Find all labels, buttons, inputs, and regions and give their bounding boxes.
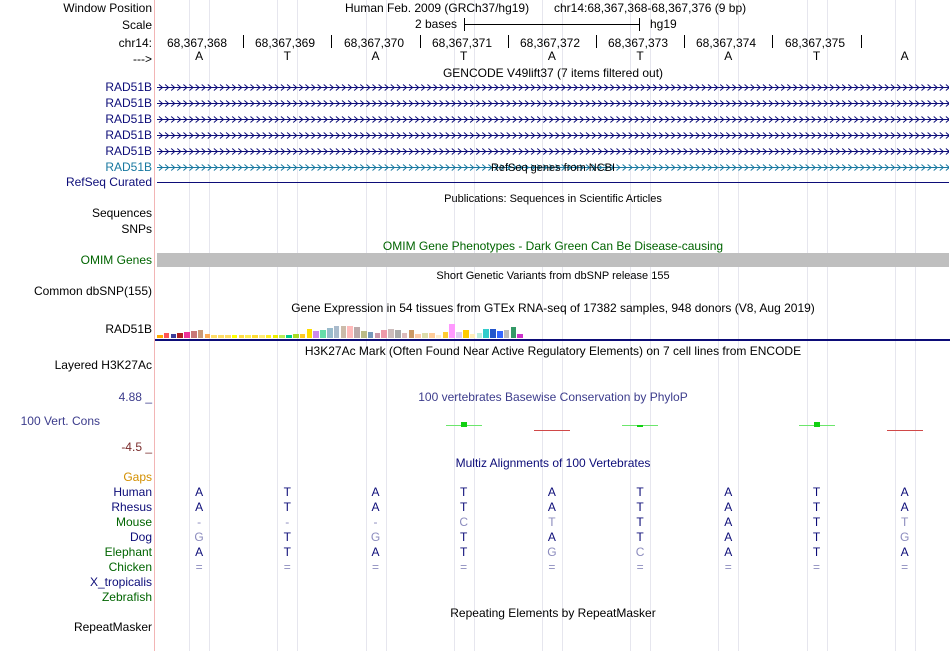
- grid-line: [718, 0, 719, 651]
- gtex-tissue-bar[interactable]: [177, 333, 183, 338]
- chevron-arrows: [159, 133, 949, 139]
- omim-track-label[interactable]: OMIM Genes: [80, 253, 152, 267]
- strand-chevrons: [157, 132, 949, 139]
- aligned-base: T: [548, 515, 556, 529]
- coordinate-label: 68,367,371: [431, 36, 493, 50]
- coordinate-tick: [684, 35, 685, 48]
- coordinate-tick: [861, 35, 862, 48]
- coordinate-label: 68,367,375: [784, 36, 846, 50]
- grid-line: [895, 0, 896, 651]
- chevron-arrows: [159, 85, 949, 91]
- gencode-item-label[interactable]: RAD51B: [105, 112, 152, 126]
- label-divider: [154, 0, 155, 651]
- gtex-tissue-bar[interactable]: [334, 326, 340, 338]
- aligned-base: T: [901, 515, 909, 529]
- aligned-base: -: [285, 515, 290, 529]
- aligned-base: A: [900, 485, 909, 499]
- chevron-arrows: [159, 149, 949, 155]
- aligned-base: =: [195, 560, 203, 574]
- gtex-tissue-bar[interactable]: [211, 335, 217, 338]
- gencode-transcript[interactable]: [157, 148, 949, 155]
- h3k27ac-track-label[interactable]: Layered H3K27Ac: [54, 358, 152, 372]
- strand-chevrons: [157, 116, 949, 123]
- gencode-transcript[interactable]: [157, 116, 949, 123]
- scale-bar: [464, 24, 640, 25]
- aligned-base: A: [724, 545, 733, 559]
- strand-label: --->: [133, 52, 152, 66]
- aligned-base: C: [635, 545, 645, 559]
- gtex-tissue-bar[interactable]: [313, 331, 319, 338]
- species-label[interactable]: Rhesus: [111, 500, 152, 514]
- gencode-item-label[interactable]: RAD51B: [105, 144, 152, 158]
- gtex-tissue-bar[interactable]: [361, 331, 367, 338]
- scale-bar-right-tick: [639, 18, 640, 31]
- repeatmasker-track-label[interactable]: RepeatMasker: [73, 620, 152, 634]
- aligned-base: =: [812, 560, 820, 574]
- aligned-base: T: [283, 530, 291, 544]
- aligned-base: C: [459, 515, 469, 529]
- gencode-transcript[interactable]: [157, 132, 949, 139]
- gtex-tissue-bar[interactable]: [259, 335, 265, 338]
- gtex-tissue-bar[interactable]: [157, 335, 163, 338]
- gencode-item-label[interactable]: RAD51B: [105, 128, 152, 142]
- scale-label: Scale: [121, 18, 152, 32]
- phylop-score-bar[interactable]: [461, 422, 467, 427]
- species-label[interactable]: X_tropicalis: [89, 575, 152, 589]
- grid-line: [630, 0, 631, 651]
- aligned-base: T: [460, 485, 468, 499]
- conservation-track-title[interactable]: 100 vertebrates Basewise Conservation by PhyloP: [418, 390, 688, 404]
- coordinate-label: 68,367,368: [166, 36, 228, 50]
- gtex-track-title[interactable]: Gene Expression in 54 tissues from GTEx RNA-seq of 17382 samples, 948 donors (V8, Aug 2019): [291, 301, 815, 315]
- gencode-item-label[interactable]: RAD51B: [105, 96, 152, 110]
- grid-line: [807, 0, 808, 651]
- phylop-score-bar[interactable]: [814, 422, 820, 427]
- species-label[interactable]: Elephant: [104, 545, 152, 559]
- gtex-tissue-bar[interactable]: [266, 335, 272, 338]
- aligned-base: A: [371, 485, 380, 499]
- aligned-base: A: [371, 545, 380, 559]
- gtex-tissue-bar[interactable]: [232, 335, 238, 338]
- gtex-tissue-bar[interactable]: [395, 330, 401, 338]
- gtex-tissue-bar[interactable]: [307, 329, 313, 338]
- coordinate-label: 68,367,374: [695, 36, 757, 50]
- gtex-tissue-bar[interactable]: [300, 334, 306, 338]
- species-label[interactable]: Chicken: [108, 560, 152, 574]
- gtex-tissue-bar[interactable]: [490, 329, 496, 338]
- gtex-tissue-bar[interactable]: [504, 330, 510, 338]
- aligned-base: T: [460, 500, 468, 514]
- gtex-tissue-bar[interactable]: [279, 335, 285, 338]
- aligned-base: G: [547, 545, 557, 559]
- aligned-base: G: [370, 530, 381, 544]
- gtex-baseline: [155, 339, 950, 341]
- aligned-base: A: [371, 500, 380, 514]
- gtex-tissue-bar[interactable]: [415, 334, 421, 338]
- aligned-base: =: [724, 560, 732, 574]
- base-letter: A: [195, 49, 204, 63]
- h3k27ac-track-title[interactable]: H3K27Ac Mark (Often Found Near Active Regulatory Elements) on 7 cell lines from ENCODE: [304, 344, 802, 358]
- gencode-transcript[interactable]: [157, 84, 949, 91]
- strand-chevrons: [157, 100, 949, 107]
- coordinate-tick: [420, 35, 421, 48]
- gtex-tissue-bar[interactable]: [245, 335, 251, 338]
- gtex-tissue-bar[interactable]: [483, 329, 489, 338]
- gtex-tissue-bar[interactable]: [218, 335, 224, 338]
- aligned-base: A: [724, 485, 733, 499]
- phylop-score-bar[interactable]: [534, 430, 570, 431]
- aligned-base: A: [547, 485, 556, 499]
- gtex-tissue-bar[interactable]: [327, 328, 333, 338]
- gtex-tissue-bar[interactable]: [225, 335, 231, 338]
- coordinate-label: 68,367,370: [343, 36, 405, 50]
- phylop-score-bar[interactable]: [887, 430, 923, 431]
- gtex-tissue-bar[interactable]: [381, 330, 387, 338]
- gtex-tissue-bar[interactable]: [443, 332, 449, 338]
- species-label[interactable]: Human: [113, 485, 152, 499]
- gtex-tissue-bar[interactable]: [402, 333, 408, 338]
- position-readout[interactable]: chr14:68,367,368-68,367,376 (9 bp): [554, 1, 747, 15]
- repeatmasker-track-title[interactable]: Repeating Elements by RepeatMasker: [450, 606, 656, 620]
- gtex-tissue-bar[interactable]: [477, 333, 483, 338]
- coordinate-label: 68,367,369: [254, 36, 316, 50]
- base-letter: T: [636, 49, 644, 63]
- coordinate-label: 68,367,373: [607, 36, 669, 50]
- aligned-base: T: [283, 500, 291, 514]
- chrom-label: chr14:: [118, 36, 152, 50]
- coordinate-tick: [596, 35, 597, 48]
- window-position-label: Window Position: [63, 1, 152, 15]
- refseq-track-title[interactable]: RefSeq genes from NCBI: [490, 162, 616, 174]
- grid-line: [650, 0, 651, 651]
- base-letter: A: [724, 49, 733, 63]
- base-letter: T: [812, 49, 821, 63]
- coordinate-tick: [772, 35, 773, 48]
- gencode-item-label[interactable]: RAD51B: [105, 160, 152, 174]
- aligned-base: A: [900, 500, 909, 514]
- gtex-tissue-bar[interactable]: [456, 332, 462, 338]
- gtex-tissue-bar[interactable]: [375, 333, 381, 338]
- chevron-arrows: [159, 101, 949, 107]
- aligned-base: -: [197, 515, 202, 529]
- strand-chevrons: [157, 148, 949, 155]
- aligned-base: T: [460, 545, 468, 559]
- gtex-tissue-bar[interactable]: [191, 331, 197, 338]
- aligned-base: T: [812, 545, 821, 559]
- grid-line: [915, 0, 916, 651]
- grid-line: [827, 0, 828, 651]
- dbsnp-track-label[interactable]: Common dbSNP(155): [33, 284, 152, 298]
- species-label[interactable]: Dog: [129, 530, 152, 544]
- snps-label[interactable]: SNPs: [121, 222, 152, 236]
- gencode-transcript[interactable]: [157, 100, 949, 107]
- species-label[interactable]: Zebrafish: [101, 590, 152, 604]
- dbsnp-track-title[interactable]: Short Genetic Variants from dbSNP release 155: [436, 270, 670, 282]
- publications-track-title[interactable]: Publications: Sequences in Scientific Articles: [444, 193, 662, 205]
- sequences-label[interactable]: Sequences: [91, 206, 152, 220]
- aligned-base: A: [547, 530, 556, 544]
- aligned-base: T: [812, 515, 821, 529]
- conservation-track-label[interactable]: 100 Vert. Cons: [20, 414, 100, 428]
- gtex-tissue-bar[interactable]: [511, 327, 517, 338]
- aligned-base: T: [636, 500, 644, 514]
- gtex-tissue-bar[interactable]: [171, 334, 177, 338]
- gtex-tissue-bar[interactable]: [436, 335, 442, 338]
- gtex-tissue-bar[interactable]: [293, 334, 299, 338]
- base-letter: T: [460, 49, 468, 63]
- aligned-base: A: [724, 530, 733, 544]
- coordinate-tick: [331, 35, 332, 48]
- gtex-tissue-bar[interactable]: [470, 334, 476, 338]
- aligned-base: G: [194, 530, 204, 544]
- scale-bar-left-tick: [464, 18, 465, 31]
- gaps-label[interactable]: Gaps: [123, 470, 152, 484]
- gtex-tissue-bar[interactable]: [368, 332, 374, 338]
- base-letter: A: [900, 49, 909, 63]
- gtex-tissue-bar[interactable]: [354, 327, 360, 338]
- grid-line: [562, 0, 563, 651]
- aligned-base: =: [636, 560, 644, 574]
- multiz-track-title[interactable]: Multiz Alignments of 100 Vertebrates: [455, 456, 651, 470]
- gtex-tissue-bar[interactable]: [429, 333, 435, 338]
- gtex-tissue-bar[interactable]: [205, 334, 211, 338]
- coordinate-tick: [243, 35, 244, 48]
- gtex-tissue-bar[interactable]: [184, 332, 190, 338]
- aligned-base: T: [636, 515, 644, 529]
- species-label[interactable]: Mouse: [115, 515, 152, 529]
- conservation-min-label: -4.5 _: [121, 440, 152, 454]
- scale-db: hg19: [650, 17, 677, 31]
- aligned-base: A: [724, 500, 733, 514]
- conservation-max-label: 4.88 _: [118, 390, 152, 404]
- aligned-base: T: [283, 485, 291, 499]
- aligned-base: A: [900, 545, 909, 559]
- aligned-base: T: [636, 485, 644, 499]
- gtex-tissue-bar[interactable]: [517, 334, 523, 338]
- aligned-base: A: [195, 500, 204, 514]
- aligned-base: =: [460, 560, 468, 574]
- scale-text: 2 bases: [415, 17, 458, 31]
- gtex-tissue-bar[interactable]: [388, 329, 394, 338]
- gtex-track-label[interactable]: RAD51B: [105, 322, 152, 336]
- gtex-tissue-bar[interactable]: [239, 335, 245, 338]
- strand-chevrons: [157, 84, 949, 91]
- gtex-tissue-bar[interactable]: [347, 326, 353, 338]
- omim-gene-bar[interactable]: [157, 253, 949, 267]
- aligned-base: =: [548, 560, 556, 574]
- assembly-name: Human Feb. 2009 (GRCh37/hg19): [345, 1, 530, 15]
- gtex-tissue-bar[interactable]: [273, 335, 279, 338]
- coordinate-tick: [508, 35, 509, 48]
- gtex-tissue-bar[interactable]: [449, 324, 455, 338]
- aligned-base: T: [636, 530, 644, 544]
- aligned-base: T: [812, 500, 821, 514]
- aligned-base: =: [901, 560, 909, 574]
- aligned-base: A: [547, 500, 556, 514]
- gtex-tissue-bar[interactable]: [286, 335, 292, 338]
- omim-track-title[interactable]: OMIM Gene Phenotypes - Dark Green Can Be Disease-causing: [382, 239, 724, 253]
- aligned-base: =: [371, 560, 379, 574]
- gtex-bar-chart[interactable]: [157, 316, 557, 338]
- coordinate-label: 68,367,372: [519, 36, 581, 50]
- gtex-tissue-bar[interactable]: [409, 330, 415, 338]
- aligned-base: T: [812, 485, 821, 499]
- refseq-gene-line[interactable]: [157, 182, 949, 183]
- base-letter: T: [283, 49, 291, 63]
- phylop-score-bar[interactable]: [637, 425, 643, 427]
- base-letter: A: [371, 49, 380, 63]
- gencode-track-title[interactable]: GENCODE V49lift37 (7 items filtered out): [442, 66, 664, 80]
- gtex-tissue-bar[interactable]: [422, 333, 428, 338]
- grid-line: [738, 0, 739, 651]
- aligned-base: =: [283, 560, 291, 574]
- aligned-base: A: [195, 545, 204, 559]
- refseq-track-label[interactable]: RefSeq Curated: [65, 175, 152, 189]
- aligned-base: A: [195, 485, 204, 499]
- gtex-tissue-bar[interactable]: [341, 326, 347, 338]
- aligned-base: T: [812, 530, 821, 544]
- aligned-base: T: [283, 545, 291, 559]
- base-letter: A: [547, 49, 556, 63]
- gtex-tissue-bar[interactable]: [164, 333, 170, 338]
- gtex-tissue-bar[interactable]: [463, 330, 469, 338]
- gtex-tissue-bar[interactable]: [252, 335, 258, 338]
- gtex-tissue-bar[interactable]: [320, 330, 326, 338]
- gencode-item-label[interactable]: RAD51B: [105, 80, 152, 94]
- gtex-tissue-bar[interactable]: [497, 331, 503, 338]
- aligned-base: -: [373, 515, 378, 529]
- chevron-arrows: [159, 117, 949, 123]
- aligned-base: T: [460, 530, 468, 544]
- aligned-base: A: [724, 515, 733, 529]
- aligned-base: G: [900, 530, 910, 544]
- gtex-tissue-bar[interactable]: [198, 330, 204, 338]
